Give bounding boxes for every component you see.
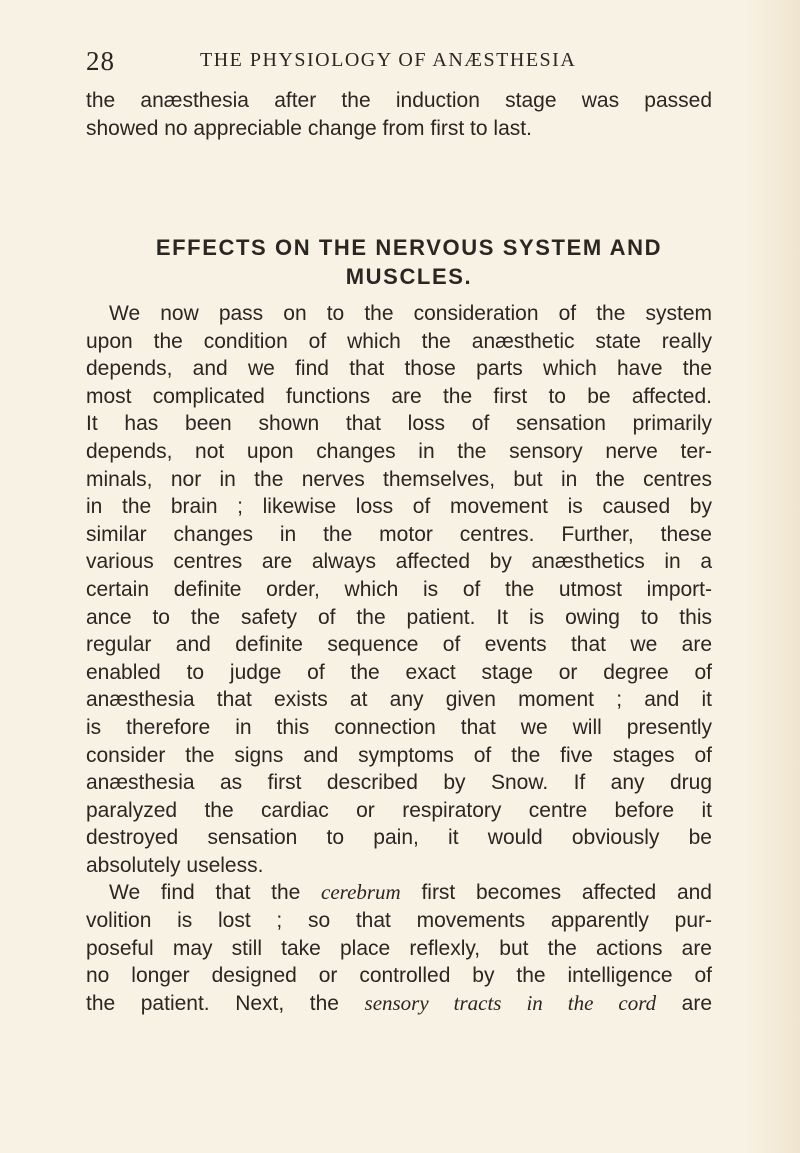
text-run: first becomes affected and <box>400 881 712 905</box>
text-line: most complicated functions are the first to be affected. <box>86 384 712 408</box>
text-line: no longer designed or controlled by the intelligence of <box>86 964 712 988</box>
text-line: certain definite order, which is of the utmost import- <box>86 577 712 601</box>
text-line: depends, not upon changes in the sensory nerve ter- <box>86 439 712 463</box>
text-line: destroyed sensation to pain, it would obviously be <box>86 826 712 850</box>
intro-paragraph <box>86 87 712 142</box>
text-line: ance to the safety of the patient. It is owing to this <box>86 605 712 629</box>
text-line: upon the condition of which the anæsthetic state really <box>86 329 712 353</box>
text-line: It has been shown that loss of sensation primarily <box>86 412 712 436</box>
text-line: poseful may still take place reflexly, but the actions are <box>86 936 712 960</box>
text-line <box>86 879 712 907</box>
text-line: volition is lost ; so that movements apparently pur- <box>86 909 712 933</box>
text-line: paralyzed the cardiac or respiratory centre before it <box>86 798 712 822</box>
italic-term-cerebrum: cerebrum <box>321 880 401 905</box>
section-heading-line: EFFECTS ON THE NERVOUS SYSTEM AND <box>155 235 663 260</box>
text-line: enabled to judge of the exact stage or degree of <box>86 660 712 684</box>
body-text <box>86 300 712 1017</box>
text-line: anæsthesia as first described by Snow. If any drug <box>86 771 712 795</box>
running-title: THE PHYSIOLOGY OF ANÆSTHESIA <box>200 49 577 71</box>
text-line: depends, and we find that those parts which have the <box>86 357 712 381</box>
section-heading <box>86 233 732 291</box>
section-heading-line: MUSCLES. <box>345 264 473 289</box>
text-line: regular and definite sequence of events that we are <box>86 633 712 657</box>
text-line: We now pass on to the consideration of the system <box>109 302 712 325</box>
text-line: the anæsthesia after the induction stage was passed <box>86 89 712 112</box>
text-line: anæsthesia that exists at any given moment ; and it <box>86 688 712 712</box>
text-run: the patient. Next, the <box>86 991 365 1015</box>
text-line: consider the signs and symptoms of the five stages of <box>86 743 712 767</box>
text-run: We find that the <box>109 881 322 905</box>
page-number: 28 <box>86 46 115 76</box>
text-line: in the brain ; likewise loss of movement is caused by <box>86 495 712 519</box>
text-line: minals, nor in the nerves themselves, but in the centres <box>86 467 712 491</box>
text-run: are <box>656 991 713 1015</box>
italic-term-sensory-tracts: sensory tracts in the cord <box>364 990 657 1015</box>
text-line <box>86 990 712 1018</box>
text-line: is therefore in this connection that we will presently <box>86 715 712 739</box>
text-line: various centres are always affected by anæsthetics in a <box>86 550 712 574</box>
text-line: showed no appreciable change from first to last. <box>86 116 532 140</box>
text-line: similar changes in the motor centres. Further, these <box>86 522 712 546</box>
text-line: absolutely useless. <box>86 853 264 877</box>
